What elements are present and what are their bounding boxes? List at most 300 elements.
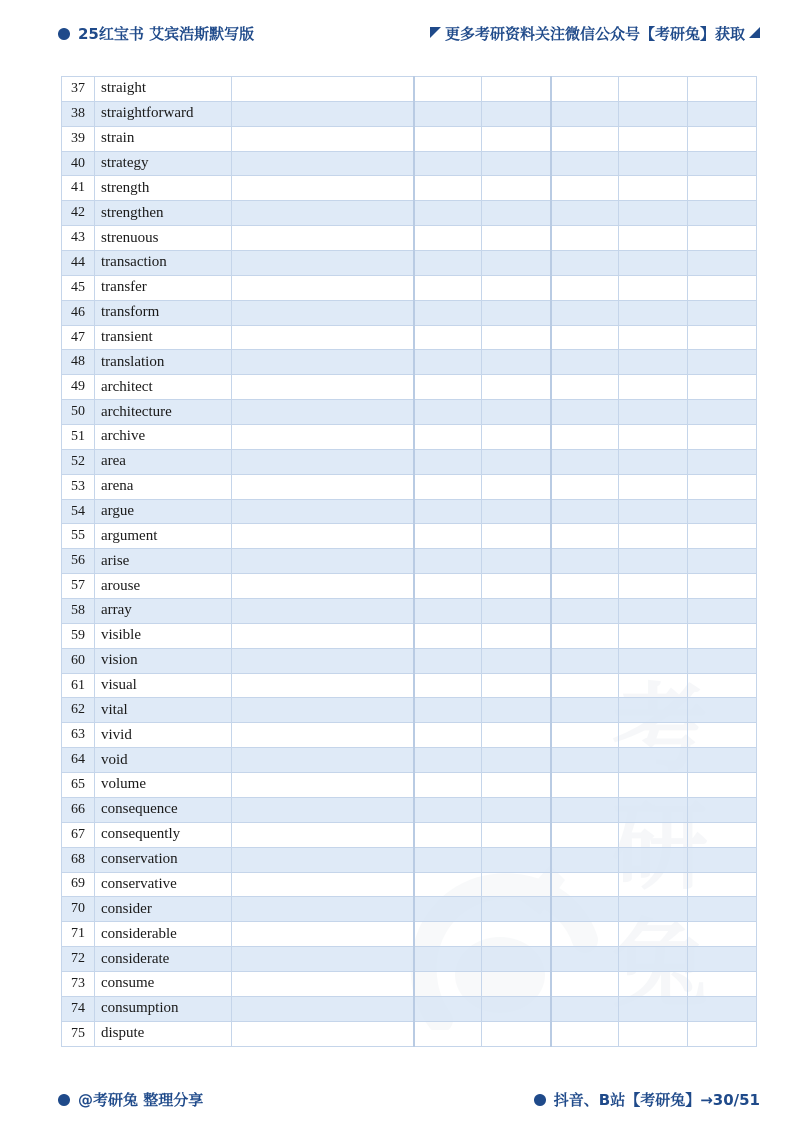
table-row (62, 947, 757, 972)
table-row (62, 723, 757, 748)
row-number: 42 (62, 201, 95, 226)
bullet-dot-icon (58, 28, 70, 40)
row-number: 55 (62, 524, 95, 549)
english-word: arise (95, 549, 232, 574)
row-number: 47 (62, 325, 95, 350)
review-blank-cell (482, 425, 551, 450)
table-row (62, 872, 757, 897)
review-blank-cell (482, 723, 551, 748)
review-blank-cell (414, 300, 482, 325)
review-blank-cell (551, 971, 619, 996)
meaning-blank-cell (232, 574, 414, 599)
review-blank-cell (482, 623, 551, 648)
review-blank-cell (551, 996, 619, 1021)
row-number: 64 (62, 748, 95, 773)
review-blank-cell (414, 275, 482, 300)
review-blank-cell (482, 574, 551, 599)
review-blank-cell (688, 251, 757, 276)
meaning-blank-cell (232, 897, 414, 922)
review-blank-cell (551, 474, 619, 499)
english-word: consequence (95, 797, 232, 822)
review-blank-cell (688, 822, 757, 847)
table-row (62, 300, 757, 325)
english-word: considerable (95, 922, 232, 947)
english-word: architect (95, 375, 232, 400)
table-row (62, 847, 757, 872)
review-blank-cell (482, 1021, 551, 1046)
row-number: 54 (62, 499, 95, 524)
review-blank-cell (688, 623, 757, 648)
english-word: arena (95, 474, 232, 499)
review-blank-cell (414, 350, 482, 375)
row-number: 38 (62, 101, 95, 126)
meaning-blank-cell (232, 648, 414, 673)
table-row (62, 176, 757, 201)
review-blank-cell (551, 151, 619, 176)
review-blank-cell (482, 375, 551, 400)
english-word: array (95, 599, 232, 624)
review-blank-cell (482, 151, 551, 176)
review-blank-cell (482, 201, 551, 226)
review-blank-cell (688, 151, 757, 176)
review-blank-cell (619, 574, 688, 599)
table-row (62, 971, 757, 996)
review-blank-cell (619, 499, 688, 524)
review-blank-cell (551, 673, 619, 698)
review-blank-cell (619, 773, 688, 798)
footer-right (534, 1089, 760, 1110)
table-row (62, 773, 757, 798)
review-blank-cell (688, 947, 757, 972)
review-blank-cell (414, 226, 482, 251)
english-word: archive (95, 425, 232, 450)
review-blank-cell (551, 176, 619, 201)
review-blank-cell (414, 549, 482, 574)
meaning-blank-cell (232, 996, 414, 1021)
table-row (62, 1021, 757, 1046)
english-word: void (95, 748, 232, 773)
review-blank-cell (551, 773, 619, 798)
review-blank-cell (619, 549, 688, 574)
review-blank-cell (619, 275, 688, 300)
review-blank-cell (619, 673, 688, 698)
review-blank-cell (619, 748, 688, 773)
review-blank-cell (688, 648, 757, 673)
review-blank-cell (551, 275, 619, 300)
english-word: strenuous (95, 226, 232, 251)
table-row (62, 325, 757, 350)
review-blank-cell (482, 524, 551, 549)
review-blank-cell (482, 922, 551, 947)
review-blank-cell (688, 375, 757, 400)
row-number: 73 (62, 971, 95, 996)
row-number: 52 (62, 449, 95, 474)
meaning-blank-cell (232, 822, 414, 847)
vocabulary-table (61, 76, 757, 1047)
review-blank-cell (688, 449, 757, 474)
table-row (62, 996, 757, 1021)
review-blank-cell (414, 1021, 482, 1046)
review-blank-cell (688, 773, 757, 798)
meaning-blank-cell (232, 971, 414, 996)
review-blank-cell (482, 251, 551, 276)
review-blank-cell (688, 425, 757, 450)
english-word: argue (95, 499, 232, 524)
review-blank-cell (619, 101, 688, 126)
review-blank-cell (414, 623, 482, 648)
review-blank-cell (482, 773, 551, 798)
review-blank-cell (414, 599, 482, 624)
meaning-blank-cell (232, 797, 414, 822)
review-blank-cell (551, 400, 619, 425)
row-number: 43 (62, 226, 95, 251)
review-blank-cell (414, 425, 482, 450)
table-row (62, 226, 757, 251)
review-blank-cell (551, 648, 619, 673)
row-number: 50 (62, 400, 95, 425)
table-row (62, 524, 757, 549)
review-blank-cell (619, 797, 688, 822)
meaning-blank-cell (232, 350, 414, 375)
review-blank-cell (619, 449, 688, 474)
review-blank-cell (482, 300, 551, 325)
meaning-blank-cell (232, 847, 414, 872)
meaning-blank-cell (232, 524, 414, 549)
row-number: 63 (62, 723, 95, 748)
review-blank-cell (482, 226, 551, 251)
row-number: 40 (62, 151, 95, 176)
review-blank-cell (619, 375, 688, 400)
review-blank-cell (688, 922, 757, 947)
review-blank-cell (414, 449, 482, 474)
review-blank-cell (414, 723, 482, 748)
review-blank-cell (414, 897, 482, 922)
review-blank-cell (551, 847, 619, 872)
review-blank-cell (619, 847, 688, 872)
review-blank-cell (414, 822, 482, 847)
meaning-blank-cell (232, 176, 414, 201)
review-blank-cell (551, 872, 619, 897)
english-word: strategy (95, 151, 232, 176)
review-blank-cell (688, 400, 757, 425)
review-blank-cell (619, 300, 688, 325)
triangle-left-icon (430, 27, 441, 38)
review-blank-cell (688, 275, 757, 300)
review-blank-cell (688, 474, 757, 499)
review-blank-cell (551, 226, 619, 251)
review-blank-cell (414, 574, 482, 599)
review-blank-cell (619, 176, 688, 201)
english-word: arouse (95, 574, 232, 599)
review-blank-cell (688, 126, 757, 151)
english-word: argument (95, 524, 232, 549)
review-blank-cell (414, 77, 482, 102)
row-number: 37 (62, 77, 95, 102)
review-blank-cell (551, 599, 619, 624)
meaning-blank-cell (232, 300, 414, 325)
review-blank-cell (688, 524, 757, 549)
review-blank-cell (619, 922, 688, 947)
review-blank-cell (688, 698, 757, 723)
row-number: 49 (62, 375, 95, 400)
review-blank-cell (482, 897, 551, 922)
meaning-blank-cell (232, 673, 414, 698)
table-row (62, 251, 757, 276)
triangle-right-icon (749, 27, 760, 38)
english-word: vital (95, 698, 232, 723)
table-row (62, 77, 757, 102)
row-number: 45 (62, 275, 95, 300)
review-blank-cell (551, 325, 619, 350)
review-blank-cell (619, 599, 688, 624)
header-title: 25红宝书 艾宾浩斯默写版 (78, 24, 255, 43)
review-blank-cell (551, 822, 619, 847)
meaning-blank-cell (232, 126, 414, 151)
review-blank-cell (414, 996, 482, 1021)
english-word: consider (95, 897, 232, 922)
review-blank-cell (551, 698, 619, 723)
english-word: transient (95, 325, 232, 350)
meaning-blank-cell (232, 251, 414, 276)
review-blank-cell (414, 922, 482, 947)
review-blank-cell (688, 77, 757, 102)
review-blank-cell (688, 176, 757, 201)
review-blank-cell (414, 524, 482, 549)
review-blank-cell (414, 474, 482, 499)
review-blank-cell (688, 996, 757, 1021)
review-blank-cell (551, 350, 619, 375)
review-blank-cell (414, 176, 482, 201)
review-blank-cell (551, 623, 619, 648)
english-word: straight (95, 77, 232, 102)
review-blank-cell (551, 574, 619, 599)
row-number: 53 (62, 474, 95, 499)
review-blank-cell (482, 549, 551, 574)
review-blank-cell (482, 599, 551, 624)
review-blank-cell (551, 449, 619, 474)
review-blank-cell (551, 300, 619, 325)
meaning-blank-cell (232, 947, 414, 972)
english-word: consume (95, 971, 232, 996)
review-blank-cell (551, 126, 619, 151)
review-blank-cell (619, 350, 688, 375)
review-blank-cell (482, 350, 551, 375)
review-blank-cell (619, 996, 688, 1021)
table-row (62, 425, 757, 450)
review-blank-cell (482, 176, 551, 201)
meaning-blank-cell (232, 151, 414, 176)
table-row (62, 101, 757, 126)
review-blank-cell (619, 425, 688, 450)
meaning-blank-cell (232, 201, 414, 226)
english-word: transaction (95, 251, 232, 276)
meaning-blank-cell (232, 375, 414, 400)
review-blank-cell (619, 971, 688, 996)
bullet-dot-icon (534, 1094, 546, 1106)
review-blank-cell (551, 425, 619, 450)
table-row (62, 275, 757, 300)
review-blank-cell (482, 648, 551, 673)
review-blank-cell (688, 300, 757, 325)
footer-credit: @考研兔 整理分享 (78, 1090, 204, 1109)
review-blank-cell (688, 549, 757, 574)
review-blank-cell (619, 226, 688, 251)
footer-left (58, 1089, 203, 1110)
review-blank-cell (482, 400, 551, 425)
review-blank-cell (688, 723, 757, 748)
review-blank-cell (688, 350, 757, 375)
header-promo: 更多考研资料关注微信公众号【考研兔】获取 (444, 24, 745, 43)
row-number: 70 (62, 897, 95, 922)
meaning-blank-cell (232, 275, 414, 300)
table-row (62, 499, 757, 524)
row-number: 74 (62, 996, 95, 1021)
review-blank-cell (414, 773, 482, 798)
table-row (62, 474, 757, 499)
footer-page-info: 抖音、B站【考研兔】→30/51 (553, 1090, 760, 1109)
review-blank-cell (688, 673, 757, 698)
review-blank-cell (619, 822, 688, 847)
review-blank-cell (414, 126, 482, 151)
review-blank-cell (551, 748, 619, 773)
review-blank-cell (414, 251, 482, 276)
row-number: 65 (62, 773, 95, 798)
review-blank-cell (551, 549, 619, 574)
review-blank-cell (482, 499, 551, 524)
review-blank-cell (619, 400, 688, 425)
english-word: conservation (95, 847, 232, 872)
review-blank-cell (414, 748, 482, 773)
review-blank-cell (551, 897, 619, 922)
review-blank-cell (619, 872, 688, 897)
review-blank-cell (619, 723, 688, 748)
meaning-blank-cell (232, 226, 414, 251)
review-blank-cell (688, 897, 757, 922)
row-number: 44 (62, 251, 95, 276)
review-blank-cell (551, 797, 619, 822)
row-number: 60 (62, 648, 95, 673)
meaning-blank-cell (232, 499, 414, 524)
row-number: 46 (62, 300, 95, 325)
review-blank-cell (482, 996, 551, 1021)
review-blank-cell (414, 201, 482, 226)
row-number: 58 (62, 599, 95, 624)
row-number: 69 (62, 872, 95, 897)
row-number: 67 (62, 822, 95, 847)
row-number: 61 (62, 673, 95, 698)
review-blank-cell (482, 101, 551, 126)
review-blank-cell (619, 251, 688, 276)
english-word: consumption (95, 996, 232, 1021)
review-blank-cell (619, 126, 688, 151)
meaning-blank-cell (232, 773, 414, 798)
row-number: 72 (62, 947, 95, 972)
review-blank-cell (482, 77, 551, 102)
english-word: volume (95, 773, 232, 798)
review-blank-cell (414, 698, 482, 723)
english-word: consequently (95, 822, 232, 847)
meaning-blank-cell (232, 723, 414, 748)
table-row (62, 623, 757, 648)
review-blank-cell (551, 922, 619, 947)
english-word: transfer (95, 275, 232, 300)
review-blank-cell (482, 947, 551, 972)
review-blank-cell (688, 574, 757, 599)
review-blank-cell (619, 1021, 688, 1046)
review-blank-cell (619, 151, 688, 176)
meaning-blank-cell (232, 922, 414, 947)
english-word: straightforward (95, 101, 232, 126)
review-blank-cell (688, 325, 757, 350)
table-row (62, 126, 757, 151)
row-number: 48 (62, 350, 95, 375)
review-blank-cell (414, 673, 482, 698)
review-blank-cell (619, 623, 688, 648)
meaning-blank-cell (232, 400, 414, 425)
review-blank-cell (688, 872, 757, 897)
row-number: 51 (62, 425, 95, 450)
meaning-blank-cell (232, 623, 414, 648)
row-number: 57 (62, 574, 95, 599)
table-row (62, 897, 757, 922)
review-blank-cell (414, 971, 482, 996)
meaning-blank-cell (232, 599, 414, 624)
english-word: transform (95, 300, 232, 325)
english-word: considerate (95, 947, 232, 972)
meaning-blank-cell (232, 425, 414, 450)
meaning-blank-cell (232, 1021, 414, 1046)
meaning-blank-cell (232, 449, 414, 474)
review-blank-cell (482, 474, 551, 499)
row-number: 75 (62, 1021, 95, 1046)
table-row (62, 201, 757, 226)
review-blank-cell (482, 797, 551, 822)
row-number: 39 (62, 126, 95, 151)
review-blank-cell (688, 101, 757, 126)
review-blank-cell (688, 201, 757, 226)
review-blank-cell (551, 77, 619, 102)
review-blank-cell (551, 251, 619, 276)
row-number: 66 (62, 797, 95, 822)
english-word: strength (95, 176, 232, 201)
review-blank-cell (414, 499, 482, 524)
review-blank-cell (688, 971, 757, 996)
english-word: dispute (95, 1021, 232, 1046)
table-row (62, 549, 757, 574)
review-blank-cell (551, 723, 619, 748)
meaning-blank-cell (232, 748, 414, 773)
review-blank-cell (482, 847, 551, 872)
row-number: 71 (62, 922, 95, 947)
english-word: area (95, 449, 232, 474)
review-blank-cell (688, 748, 757, 773)
review-blank-cell (619, 77, 688, 102)
review-blank-cell (414, 151, 482, 176)
header-left (58, 23, 254, 44)
table-row (62, 648, 757, 673)
bullet-dot-icon (58, 1094, 70, 1106)
review-blank-cell (414, 797, 482, 822)
english-word: strengthen (95, 201, 232, 226)
review-blank-cell (414, 101, 482, 126)
review-blank-cell (619, 947, 688, 972)
review-blank-cell (482, 748, 551, 773)
review-blank-cell (482, 673, 551, 698)
table-row (62, 748, 757, 773)
review-blank-cell (688, 226, 757, 251)
table-row (62, 350, 757, 375)
english-word: strain (95, 126, 232, 151)
